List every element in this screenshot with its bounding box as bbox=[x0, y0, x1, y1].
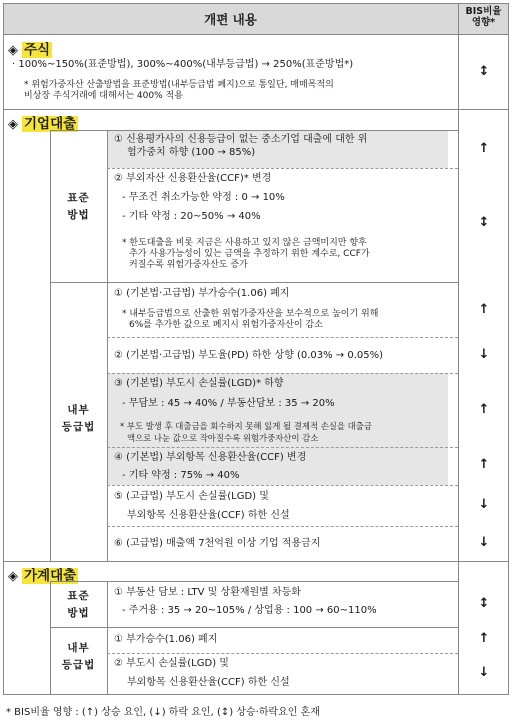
section-title-corporate: ◈ 기업대출 bbox=[8, 116, 77, 132]
impact-arrow: ↓ bbox=[478, 347, 490, 362]
impact-arrow: ↓ bbox=[478, 497, 490, 512]
impact-arrow: ↑ bbox=[478, 631, 490, 646]
impact-arrow: ↑ bbox=[478, 402, 490, 417]
footer-legend: * BIS비율 영향 : (↑) 상승 요인, (↓) 하락 요인, (↕) 상승·하락요인 혼재 bbox=[6, 707, 320, 718]
row-label-internal: 내부 등급법 bbox=[61, 404, 96, 433]
impact-arrow: ↑ bbox=[478, 302, 490, 317]
household-item: ② 부도시 손실률(LGD) 및 부외항목 신용환산율(CCF) 하한 신설 bbox=[114, 658, 290, 688]
corporate-item: ⑤ (고급법) 부도시 손실률(LGD) 및 부외항목 신용환산율(CCF) 하한 신설 bbox=[114, 491, 290, 521]
stock-line: · 100%~150%(표준방법), 300%~400%(내부등급법) → 250%(표준방법*) bbox=[12, 59, 354, 70]
impact-arrow: ↑ bbox=[478, 457, 490, 472]
corporate-item: ⑥ (고급법) 매출액 7천억원 이상 기업 적용금지 bbox=[114, 538, 321, 549]
impact-arrow: ↕ bbox=[478, 596, 490, 611]
impact-arrow: ↓ bbox=[478, 665, 490, 680]
corporate-note: * 한도대출을 비롯 지금은 사용하고 있지 않은 금액미지만 향후 추가 사용가능성이 있는 금액을 추정하기 위한 계수로, CCF가 커질수록 위험가중자산도 증가 bbox=[122, 238, 370, 270]
impact-arrow: ↕ bbox=[478, 64, 490, 79]
section-title-stock: ◈ 주식 bbox=[8, 42, 51, 58]
section-title-household: ◈ 가계대출 bbox=[8, 568, 77, 584]
diamond-marker-icon: ◈ bbox=[8, 43, 18, 58]
corporate-note: * 부도 발생 후 대출금을 회수하지 못해 잃게 될 결제적 손실을 대출금 액으로 나눈 값으로 작아질수록 위험가중자산이 감소 bbox=[120, 421, 372, 443]
corporate-item: ② (기본법·고급법) 부도율(PD) 하한 상향 (0.03% → 0.05%) bbox=[114, 350, 384, 361]
corporate-item: ④ (기본법) 부외항목 신용환산율(CCF) 변경 - 기타 약정 : 75% → 40% bbox=[114, 452, 307, 481]
corporate-item: ① (기본법·고급법) 부가승수(1.06) 폐지 bbox=[114, 288, 290, 299]
diamond-marker-icon: ◈ bbox=[8, 569, 18, 584]
corporate-item: ① 신용평가사의 신용등급이 없는 중소기업 대출에 대한 위 험가중치 하향 (100 → 85%) bbox=[114, 134, 368, 158]
diamond-marker-icon: ◈ bbox=[8, 117, 18, 132]
row-label-standard: 표준 방법 bbox=[67, 192, 90, 221]
household-item: ① 부동산 담보 : LTV 및 상환재원별 차등화 - 주거용 : 35 → 20~105% / 상업용 : 100 → 60~110% bbox=[114, 587, 377, 616]
household-item: ① 부가승수(1.06) 폐지 bbox=[114, 634, 218, 645]
impact-arrow: ↑ bbox=[478, 141, 490, 156]
row-label-standard: 표준 방법 bbox=[67, 590, 90, 619]
corporate-item: ② 부외자산 신용환산율(CCF)* 변경 - 무조건 취소가능한 약정 : 0 → 10% - 기타 약정 : 20~50% → 40% bbox=[114, 173, 285, 222]
stock-note: * 위험가중자산 산출방법을 표준방법(내부등급법 폐지)으로 통일단, 매매목적의 비상장 주식거래에 대해서는 400% 적용 bbox=[24, 80, 334, 101]
corporate-item: ③ (기본법) 부도시 손실률(LGD)* 하향 - 무담보 : 45 → 40% / 부동산담보 : 35 → 20% bbox=[114, 378, 335, 409]
corporate-note: * 내부등급법으로 산출한 위험가중자산을 보수적으로 높이기 위해 6%를 추가한 값으로 폐지시 위험가중자산이 감소 bbox=[122, 309, 379, 330]
row-label-internal: 내부 등급법 bbox=[61, 642, 96, 671]
impact-arrow: ↕ bbox=[478, 215, 490, 230]
header-title: 개편 내용 bbox=[204, 12, 257, 27]
impact-arrow: ↓ bbox=[478, 535, 490, 550]
header-bis-label: BIS비율 영향* bbox=[465, 6, 502, 28]
